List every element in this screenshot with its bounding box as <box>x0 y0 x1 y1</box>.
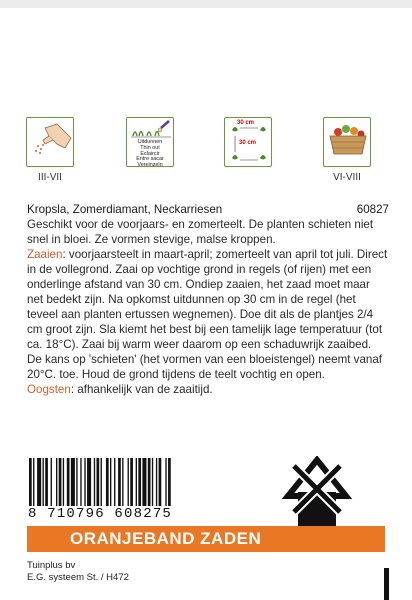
harvest-paragraph <box>27 382 389 397</box>
thin-out-en: Thin out <box>140 144 160 151</box>
spacing-icon <box>224 117 272 167</box>
harvest-period-label: VI-VIII <box>333 172 361 183</box>
sowing-heading: Zaaien <box>27 248 63 261</box>
harvest-text: : afhankelijk van de zaaitijd. <box>70 383 213 396</box>
thin-out-de: Vereinzeln <box>137 162 163 167</box>
spacing-top-label: 30 cm <box>237 120 255 126</box>
sowing-paragraph <box>27 247 389 382</box>
sowing-hand-icon <box>26 117 74 167</box>
footer-info <box>27 560 129 583</box>
windmill-logo <box>276 456 358 528</box>
cultivation-icons <box>0 117 412 192</box>
product-name: Kropsla, Zomerdiamant, Neckarriesen <box>27 203 223 216</box>
product-title-row <box>27 202 389 217</box>
thin-out-text <box>127 140 173 167</box>
thin-out-es: Entre sacar <box>136 156 164 163</box>
barcode-number: 8 710796 608275 <box>27 506 277 522</box>
thin-out-fr: Eclaircir <box>140 150 160 157</box>
brand-banner: ORANJEBAND ZADEN <box>27 526 385 552</box>
spacing-mid-label: 30 cm <box>239 140 257 146</box>
harvest-basket-icon <box>323 117 371 167</box>
footer-certification: E.G. systeem St. / H472 <box>27 571 129 583</box>
edge-mark <box>384 568 389 600</box>
thin-out-nl: Uitdunnen <box>137 139 163 145</box>
thin-out-icon <box>126 117 174 167</box>
product-intro: Geschikt voor de voorjaars- en zomerteelt. De planten schieten niet snel in bloei. Ze vormen stevige, malse kroppen. <box>27 218 374 246</box>
harvest-heading: Oogsten <box>27 383 71 396</box>
product-code: 60827 <box>356 203 389 216</box>
product-description <box>27 202 389 397</box>
top-edge-strip <box>0 0 412 8</box>
footer-company: Tuinplus bv <box>27 560 76 571</box>
sowing-text: : voorjaarsteelt in maart-april; zomerteelt van april tot juli. Direct in de vollegrond. Zaai op vochtige grond in regels (of rijen) met een onderlinge afstand van 30 cm. Ondiep zaaien, het zaad moet maar net bedekt zijn. Na opkomst uitdunnen op 30 cm in de regel (het teveel aan planten ertussen wegnemen). Doe dit als de plantjes 2/4 cm groot zijn. Sla kiemt het best bij een tamelijk lage temperatuur (tot ca. 18°C). Zaai bij warm weer daarom op een schaduwrijk zaaibed. De kans op 'schieten' (het vormen van een bloeistengel) neemt vanaf 20°C. toe. Houd de grond tijdens de teelt vochtig en open. <box>27 248 388 381</box>
sowing-period-label: III-VII <box>38 172 62 183</box>
